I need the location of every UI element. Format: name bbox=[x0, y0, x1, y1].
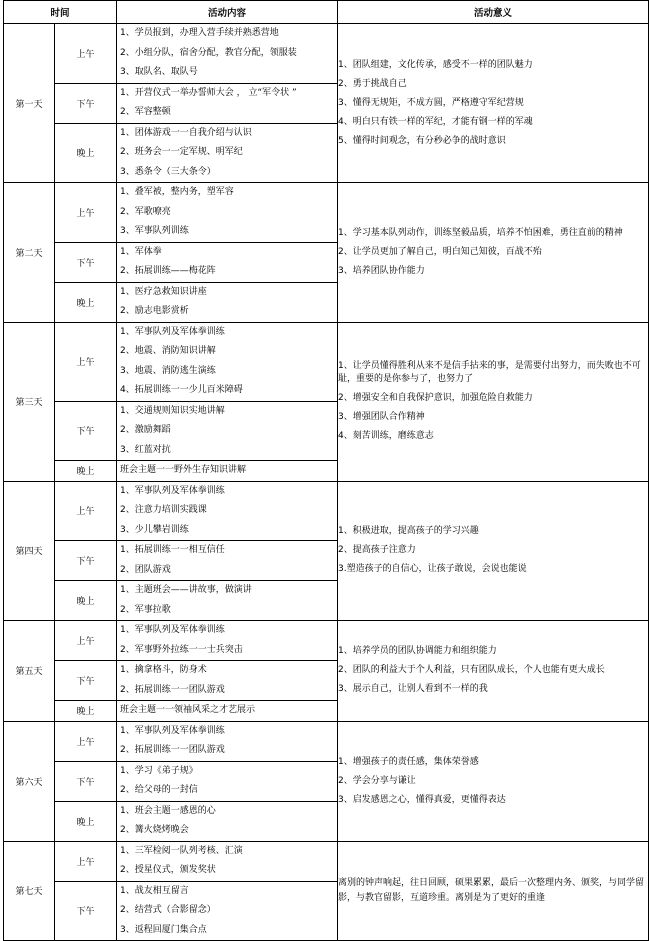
activity-item: 2、军容整顿 bbox=[120, 107, 171, 117]
activity-content bbox=[117, 541, 338, 581]
day-label: 第二天 bbox=[4, 183, 55, 323]
activity-item: 2、拓展训练一一团队游戏 bbox=[120, 745, 225, 755]
activity-item: 2、军事野外拉练一一士兵突击 bbox=[120, 644, 243, 655]
activity-content bbox=[117, 242, 338, 282]
activity-item: 1、军事队列及军体拳训练 bbox=[120, 725, 225, 736]
day-label: 第三天 bbox=[4, 322, 55, 481]
activity-item: 2、励志电影赏析 bbox=[120, 306, 189, 316]
period-label: 下午 bbox=[55, 401, 117, 461]
activity-content bbox=[117, 322, 338, 401]
activity-meaning bbox=[338, 721, 649, 841]
schedule-row bbox=[4, 322, 649, 401]
activity-item: 1、军事队列及军体拳训练 bbox=[120, 625, 225, 635]
activity-item: 3、军事队列训练 bbox=[120, 226, 189, 236]
activity-item: 1、团体游戏一一自我介绍与认识 bbox=[120, 127, 252, 138]
activity-item: 1、军体拳 bbox=[120, 246, 162, 257]
activity-item: 2、拓展训练一一团队游戏 bbox=[120, 684, 225, 695]
activity-item: 2、小组分队，宿舍分配，教官分配，领服装 bbox=[120, 47, 297, 58]
activity-item: 1、军事队列及军体拳训练 bbox=[120, 326, 225, 337]
schedule-table bbox=[3, 0, 649, 941]
meaning-item: 4、明白只有铁一样的军纪，才能有钢一样的军魂 bbox=[338, 116, 533, 127]
activity-item: 2、篝火烧烤晚会 bbox=[120, 825, 189, 835]
activity-item: 1、医疗急救知识讲座 bbox=[120, 286, 207, 297]
activity-content bbox=[117, 401, 338, 461]
activity-content bbox=[117, 83, 338, 123]
activity-content bbox=[117, 282, 338, 322]
schedule-row bbox=[4, 183, 649, 243]
period-label: 上午 bbox=[55, 322, 117, 401]
meaning-item: 2、让学员更加了解自己，明白知己知彼，百战不殆 bbox=[338, 246, 542, 257]
activity-content bbox=[117, 24, 338, 84]
meaning-item: 1、增强孩子的责任感，集体荣誉感 bbox=[338, 756, 479, 767]
meaning-item: 5、懂得时间观念，有分秒必争的战时意识 bbox=[338, 135, 506, 146]
activity-item: 1、交通规则知识实地讲解 bbox=[120, 405, 225, 416]
meaning-item: 2、提高孩子注意力 bbox=[338, 545, 416, 556]
period-label: 下午 bbox=[55, 881, 117, 941]
period-label: 晚上 bbox=[55, 123, 117, 183]
activity-content bbox=[117, 661, 338, 701]
schedule-row bbox=[4, 481, 649, 541]
meaning-item: 3、启发感恩之心，懂得真爱，更懂得表达 bbox=[338, 794, 506, 805]
activity-meaning bbox=[338, 322, 649, 481]
meaning-item: 3、增强团队合作精神 bbox=[338, 412, 425, 422]
activity-item: 1、擒拿格斗，防身术 bbox=[120, 665, 207, 675]
activity-item: 3、悉条令（三大条令） bbox=[120, 166, 216, 177]
activity-content bbox=[117, 481, 338, 541]
header-row bbox=[4, 1, 649, 24]
period-label: 上午 bbox=[55, 481, 117, 541]
activity-item: 2、军歌嘹亮 bbox=[120, 206, 171, 217]
activity-content bbox=[117, 701, 338, 722]
meaning-item: 1、学习基本队列动作，训练坚毅品质，培养不怕困难，勇往直前的精神 bbox=[338, 227, 623, 238]
schedule-row bbox=[4, 24, 649, 84]
activity-item: 1、开营仪式一举办誓师大会 ， 立“军令状 ” bbox=[120, 87, 297, 98]
activity-item: 3、返程回厦门集合点 bbox=[120, 924, 207, 935]
activity-content bbox=[117, 183, 338, 243]
activity-item: 1、拓展训练一一相互信任 bbox=[120, 545, 225, 555]
activity-item: 2、军事拉歌 bbox=[120, 604, 171, 615]
activity-item: 1、战友相互留言 bbox=[120, 885, 189, 896]
schedule-row bbox=[4, 621, 649, 661]
header-meaning: 活动意义 bbox=[338, 1, 649, 24]
activity-item: 2、给父母的一封信 bbox=[120, 785, 198, 795]
meaning-item: 3.塑造孩子的自信心，让孩子敢说，会说也能说 bbox=[338, 564, 527, 575]
day-label: 第五天 bbox=[4, 621, 55, 722]
activity-content bbox=[117, 461, 338, 482]
period-label: 上午 bbox=[55, 841, 117, 881]
activity-item: 2、结营式（合影留念） bbox=[120, 905, 216, 915]
activity-content bbox=[117, 801, 338, 841]
activity-content bbox=[117, 761, 338, 801]
period-label: 晚上 bbox=[55, 282, 117, 322]
meaning-item: 3、培养团队协作能力 bbox=[338, 265, 425, 276]
activity-content bbox=[117, 881, 338, 941]
meaning-item: 1、团队组建，文化传承，感受不一样的团队魅力 bbox=[338, 59, 533, 70]
meaning-item: 1、培养学员的团队协调能力和组织能力 bbox=[338, 646, 497, 657]
activity-content bbox=[117, 581, 338, 621]
period-label: 晚上 bbox=[55, 701, 117, 722]
activity-item: 班会主题一一领袖风采之才艺展示 bbox=[120, 705, 256, 715]
period-label: 下午 bbox=[55, 661, 117, 701]
period-label: 上午 bbox=[55, 621, 117, 661]
activity-item: 班会主题一一野外生存知识讲解 bbox=[120, 465, 247, 475]
meaning-item: 2、团队的利益大于个人利益，只有团队成长，个人也能有更大成长 bbox=[338, 665, 605, 676]
meaning-item: 2、增强安全和自我保护意识，加强危险自救能力 bbox=[338, 393, 533, 403]
meaning-item: 2、勇于挑战自己 bbox=[338, 78, 407, 89]
meaning-item: 3、懂得无规矩，不成方圆，严格遵守军纪营规 bbox=[338, 97, 524, 108]
activity-content bbox=[117, 721, 338, 761]
activity-item: 1、学习《弟子规》 bbox=[120, 765, 198, 776]
period-label: 上午 bbox=[55, 721, 117, 761]
activity-item: 3、地震、消防逃生演练 bbox=[120, 365, 216, 376]
activity-item: 2、激励舞蹈 bbox=[120, 425, 171, 435]
activity-item: 2、地震、消防知识讲解 bbox=[120, 346, 216, 356]
meaning-item: 1、积极进取，提高孩子的学习兴趣 bbox=[338, 526, 479, 537]
period-label: 下午 bbox=[55, 541, 117, 581]
activity-content bbox=[117, 621, 338, 661]
meaning-item: 2、学会分享与谦让 bbox=[338, 775, 416, 786]
day-label: 第一天 bbox=[4, 24, 55, 183]
day-label: 第四天 bbox=[4, 481, 55, 621]
period-label: 上午 bbox=[55, 24, 117, 84]
meaning-item: 4、刻苦训练，磨练意志 bbox=[338, 431, 434, 441]
activity-meaning bbox=[338, 481, 649, 621]
header-time: 时间 bbox=[4, 1, 117, 24]
activity-item: 4、拓展训练一一少儿百米障碍 bbox=[120, 385, 243, 395]
activity-item: 2、团队游戏 bbox=[120, 564, 171, 575]
activity-item: 2、注意力培训实践课 bbox=[120, 505, 207, 515]
activity-item: 2、班务会一一定军规、明军纪 bbox=[120, 147, 243, 157]
day-label: 第六天 bbox=[4, 721, 55, 841]
activity-item: 2、授星仪式，颁发奖状 bbox=[120, 865, 216, 875]
schedule-body bbox=[4, 24, 649, 941]
period-label: 晚上 bbox=[55, 461, 117, 482]
header-content: 活动内容 bbox=[117, 1, 338, 24]
meaning-item: 3、展示自己，让别人看到不一样的我 bbox=[338, 684, 488, 695]
period-label: 晚上 bbox=[55, 581, 117, 621]
activity-content bbox=[117, 841, 338, 881]
activity-meaning bbox=[338, 24, 649, 183]
schedule-row bbox=[4, 721, 649, 761]
activity-meaning bbox=[338, 841, 649, 941]
period-label: 晚上 bbox=[55, 801, 117, 841]
activity-item: 1、叠军被，整内务，塑军容 bbox=[120, 187, 234, 197]
activity-item: 1、主题班会——讲故事，做演讲 bbox=[120, 585, 252, 595]
activity-item: 3、取队名、取队号 bbox=[120, 67, 198, 77]
meaning-item: 1、让学员懂得胜利从来不是信手拈来的事，是需要付出努力，而失败也不可耻，重要的是你参与了，也努力了 bbox=[338, 361, 641, 384]
period-label: 下午 bbox=[55, 761, 117, 801]
activity-item: 1、军事队列及军体拳训练 bbox=[120, 485, 225, 496]
activity-meaning bbox=[338, 183, 649, 323]
activity-item: 3、红蓝对抗 bbox=[120, 444, 171, 455]
period-label: 上午 bbox=[55, 183, 117, 243]
period-label: 下午 bbox=[55, 242, 117, 282]
day-label: 第七天 bbox=[4, 841, 55, 941]
activity-meaning bbox=[338, 621, 649, 722]
period-label: 下午 bbox=[55, 83, 117, 123]
schedule-row bbox=[4, 841, 649, 881]
activity-item: 3、少儿攀岩训练 bbox=[120, 524, 189, 535]
activity-item: 1、班会主题一感恩的心 bbox=[120, 805, 216, 816]
activity-item: 2、拓展训练——梅花阵 bbox=[120, 266, 216, 276]
activity-content bbox=[117, 123, 338, 183]
meaning-item: 离别的钟声响起，往日回顾，硕果累累，最后一次整理内务、颁奖，与同学留影，与教官留影，互道珍重。离别是为了更好的重逢 bbox=[338, 877, 645, 903]
activity-item: 1、学员报到，办理入营手续并熟悉营地 bbox=[120, 28, 279, 38]
activity-item: 1、三军检阅一队列考核、汇演 bbox=[120, 845, 243, 856]
